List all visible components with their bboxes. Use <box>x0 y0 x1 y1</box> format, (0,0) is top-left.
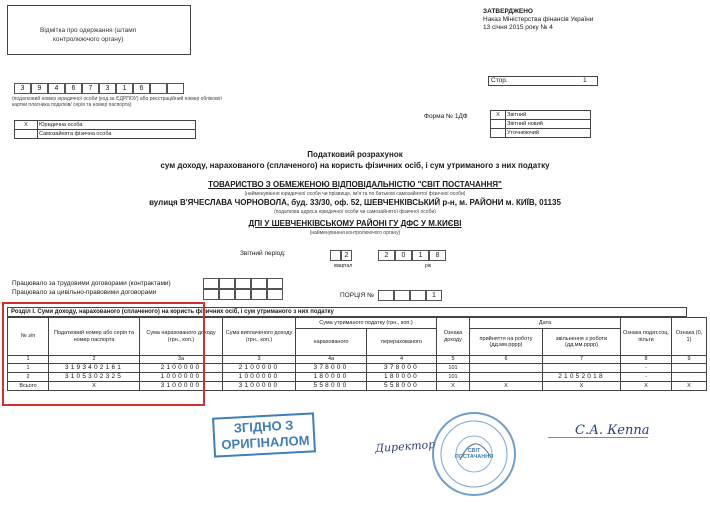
cell-number: 1 <box>8 364 49 373</box>
cell-income-sign: 101 <box>437 364 470 373</box>
col-num: 9 <box>672 356 707 364</box>
report-type-table <box>490 110 591 138</box>
approved-title: ЗАТВЕРДЖЕНО <box>483 8 533 15</box>
cell-tax-paid: 378000 <box>367 364 437 373</box>
year-cell[interactable]: 1 <box>412 250 429 261</box>
agent-name: ТОВАРИСТВО З ОБМЕЖЕНОЮ ВІДПОВІДАЛЬНІСТЮ "СВІТ ПОСТАЧАННЯ" <box>208 180 502 189</box>
portion-label: ПОРЦІЯ № <box>340 292 375 299</box>
report-type-label: Звітний <box>506 111 591 120</box>
year-label: рік <box>425 263 432 269</box>
total-benefit: X <box>621 382 672 391</box>
quarter-cells <box>330 250 352 261</box>
copy-stamp-line1: ЗГІДНО З <box>233 417 294 436</box>
workers-contract-label: Працювало за трудовими договорами (контрактами) <box>12 280 171 287</box>
col-head-tax-accrued: нарахованого <box>296 329 367 356</box>
cell-paid-income: 1000000 <box>223 373 296 382</box>
tax-id-cell[interactable]: 3 <box>99 83 116 94</box>
cell-hire-date <box>470 364 543 373</box>
tax-id-cell[interactable]: 6 <box>65 83 82 94</box>
report-type-mark[interactable]: X <box>491 111 506 120</box>
col-num: 4а <box>296 356 367 364</box>
cell-taxid: 3193402161 <box>49 364 140 373</box>
cell-hire-date <box>470 373 543 382</box>
page-value: 1 <box>583 77 587 84</box>
quarter-label: квартал <box>334 263 353 269</box>
cell-taxid: 3105302325 <box>49 373 140 382</box>
person-type-table <box>14 120 196 139</box>
total-tax-paid: 558000 <box>367 382 437 391</box>
section-title: Розділ I. Суми доходу, нарахованого (сплаченого) на користь фізичних осіб, і сум утриманого з них податку <box>7 307 687 317</box>
col-head-tax-paid: перерахованого <box>367 329 437 356</box>
total-taxid: X <box>49 382 140 391</box>
col-head-income-sign: Ознака доходу <box>437 318 470 356</box>
report-type-label: Уточнюючий <box>506 129 591 138</box>
person-type-label: Самозайнята фізична особа <box>38 130 196 139</box>
tax-id-cell[interactable] <box>167 83 184 94</box>
total-tax-accrued: 558000 <box>296 382 367 391</box>
col-head-sign-01: Ознака (0, 1) <box>672 318 707 356</box>
page-box <box>488 76 598 86</box>
col-head-hire-date: прийняття на роботу (дд.мм.рррр) <box>470 329 543 356</box>
col-num: 7 <box>543 356 621 364</box>
tax-id-cell[interactable]: 4 <box>48 83 65 94</box>
cell-dismiss-date <box>543 364 621 373</box>
tax-id-cell[interactable]: 9 <box>31 83 48 94</box>
col-head-paid-income: Сума виплаченого доходу (грн., коп.) <box>223 318 296 356</box>
agent-address-caption: (податкова адреса юридичної особи чи самозайнятої фізичної особи) <box>274 209 436 215</box>
highlight-frame <box>2 302 205 406</box>
approved-line1: Наказ Міністерства фінансів України <box>483 16 594 23</box>
workers-contract-cells <box>203 278 283 289</box>
col-num: 5 <box>437 356 470 364</box>
year-cell[interactable]: 2 <box>378 250 395 261</box>
doc-title-line2: сум доходу, нарахованого (сплаченого) на користь фізичних осіб, і сум утриманого з них податку <box>160 161 550 170</box>
copy-stamp-line2: ОРИГІНАЛОМ <box>221 432 310 453</box>
approved-block <box>483 8 593 32</box>
director-title: Директор <box>374 437 436 456</box>
col-num: 8 <box>621 356 672 364</box>
agent-address: вулиця В'ЯЧЕСЛАВА ЧОРНОВОЛА, буд. 33/30, оф. 52, ШЕВЧЕНКІВСЬКИЙ р-н, м. РАЙОНИ м. КИЇВ, 01135 <box>149 198 561 207</box>
col-num: 3а <box>140 356 223 364</box>
col-head-tax-group: Сума утриманого податку (грн., коп.) <box>296 318 437 329</box>
tax-id-cell[interactable]: 6 <box>133 83 150 94</box>
tax-id-cell[interactable] <box>150 83 167 94</box>
col-head-accrued-income: Сума нарахованого доходу (грн., коп.) <box>140 318 223 356</box>
col-num: 6 <box>470 356 543 364</box>
total-paid-income: 3100000 <box>223 382 296 391</box>
cell-accrued-income: 1000000 <box>140 373 223 382</box>
quarter-cell <box>330 250 341 261</box>
doc-title-line1: Податковий розрахунок <box>307 150 403 159</box>
cell-accrued-income: 2100000 <box>140 364 223 373</box>
col-head-date-group: Дата <box>470 318 621 329</box>
tax-id-cell[interactable]: 3 <box>14 83 31 94</box>
workers-civil-cells <box>203 289 283 300</box>
director-signature: С.А. Кеппа <box>575 423 650 438</box>
total-sign-01: X <box>672 382 707 391</box>
cell-tax-accrued: 378000 <box>296 364 367 373</box>
report-type-mark[interactable] <box>491 120 506 129</box>
cell-benefit: - <box>621 364 672 373</box>
total-accrued-income: 3100000 <box>140 382 223 391</box>
year-cell[interactable]: 8 <box>429 250 446 261</box>
tax-id-cell[interactable]: 1 <box>116 83 133 94</box>
cell-sign-01 <box>672 373 707 382</box>
tax-id-caption2: картки платника податків/ серія та номер паспорта) <box>12 102 132 108</box>
copy-stamp <box>212 412 316 457</box>
cell-benefit: - <box>621 373 672 382</box>
tax-id-cell[interactable]: 7 <box>82 83 99 94</box>
person-type-label: Юридична особа <box>38 121 196 130</box>
portion-value[interactable]: 1 <box>426 290 442 301</box>
round-stamp <box>430 410 518 498</box>
person-type-mark[interactable] <box>15 130 38 139</box>
agent-name-caption: (найменування юридичної особи чи прізвище, ім'я та по батькові самозайнятої фізичної особи) <box>244 191 466 197</box>
cell-income-sign: 101 <box>437 373 470 382</box>
cell-dismiss-date: 21052018 <box>543 373 621 382</box>
col-num: 4 <box>367 356 437 364</box>
authority-caption: (найменування контролюючого органу) <box>309 230 401 236</box>
cell-paid-income: 2100000 <box>223 364 296 373</box>
receipt-mark-line2: контролюючого органу) <box>53 36 124 43</box>
col-head-number: № з/п <box>8 318 49 356</box>
total-hire-date: X <box>470 382 543 391</box>
form-number: Форма № 1ДФ <box>424 113 468 120</box>
cell-tax-accrued: 180000 <box>296 373 367 382</box>
col-head-benefit: Ознака подат.соц. пільги <box>621 318 672 356</box>
page-label: Стор. <box>491 77 508 84</box>
total-label: Всього <box>8 382 49 391</box>
workers-civil-label: Працювало за цивільно-правовими договорами <box>12 289 157 296</box>
year-cell[interactable]: 0 <box>395 250 412 261</box>
col-num: 3 <box>223 356 296 364</box>
total-income-sign: X <box>437 382 470 391</box>
cell-tax-paid: 180000 <box>367 373 437 382</box>
year-cells <box>378 250 446 261</box>
cell-number: 2 <box>8 373 49 382</box>
period-label: Звітний період: <box>240 250 286 257</box>
receipt-mark-line1: Відмітка про одержання (штамп <box>40 27 137 34</box>
quarter-cell[interactable]: 2 <box>341 250 352 261</box>
report-type-label: Звітний новий <box>506 120 591 129</box>
total-dismiss-date: X <box>543 382 621 391</box>
report-type-mark[interactable] <box>491 129 506 138</box>
col-num: 2 <box>49 356 140 364</box>
tax-id-cells <box>14 83 184 94</box>
approved-line2: 13 січня 2015 року № 4 <box>483 24 553 31</box>
authority-name: ДПІ У ШЕВЧЕНКІВСЬКОМУ РАЙОНІ ГУ ДФС У М.КИЄВІ <box>248 219 462 228</box>
cell-sign-01 <box>672 364 707 373</box>
tax-id-caption1: (податковий номер юридичної особи (код за ЄДРПОУ) або реєстраційний номер облікової <box>12 96 222 102</box>
col-num: 1 <box>8 356 49 364</box>
receipt-mark-box <box>7 5 191 55</box>
col-head-taxid: Податковий номер або серія та номер паспорта <box>49 318 140 356</box>
portion-cells <box>378 290 442 301</box>
person-type-mark[interactable]: X <box>15 121 38 130</box>
round-stamp-text: СВІТ ПОСТАЧАННЯ <box>454 448 494 460</box>
col-head-dismiss-date: звільнення з роботи (дд.мм.рррр) <box>543 329 621 356</box>
